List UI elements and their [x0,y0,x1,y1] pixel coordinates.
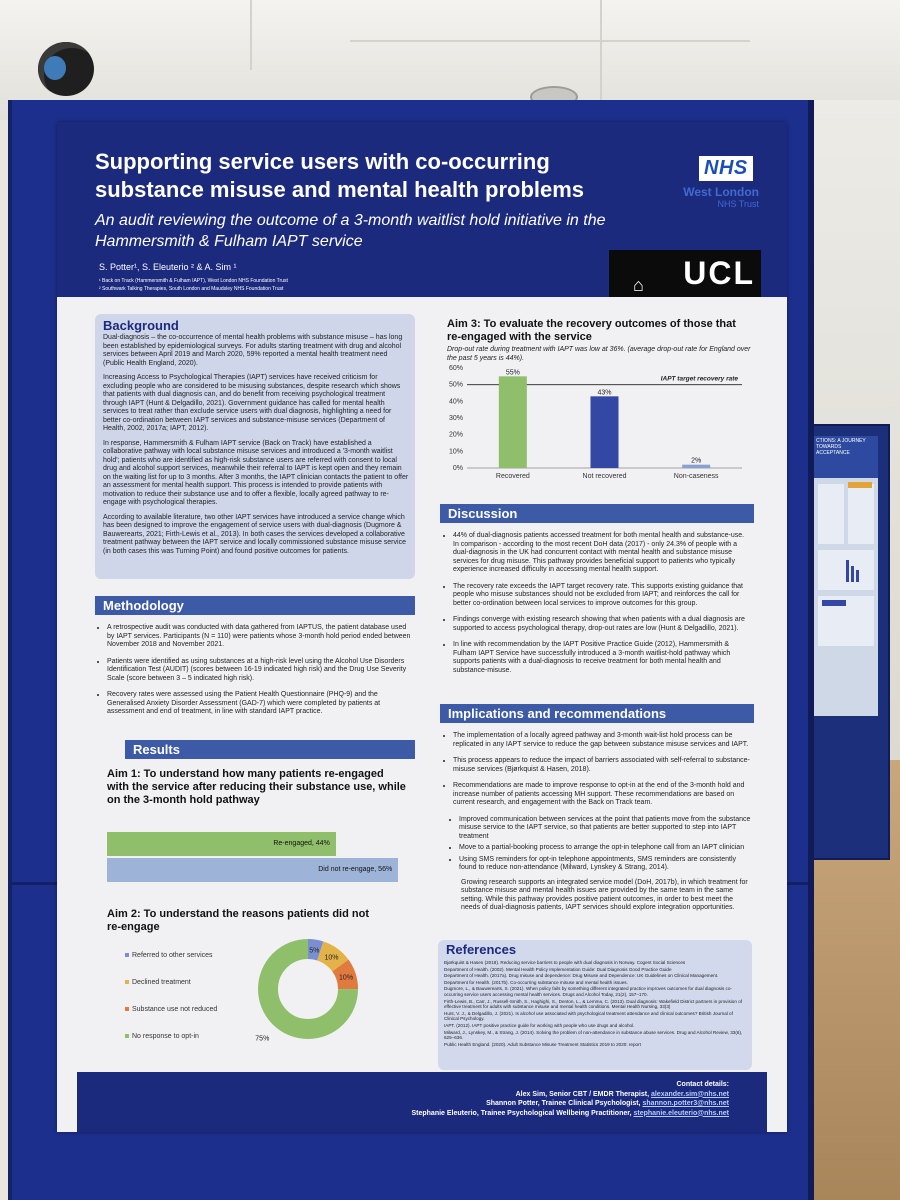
x-tick-label: Not recovered [582,473,627,480]
aim2-title: Aim 2: To understand the reasons patients did not re-engage [107,908,369,933]
reference-item: Department for Health. (2017b). Co-occurring substance misuse and mental health issues. [444,979,628,985]
bar-not-recovered [591,396,619,468]
legend-substance: Substance use not reduced [125,1006,217,1013]
bar-data-label: 55% [505,369,520,377]
bar-non-caseness [682,465,710,468]
discussion-text: • 44% of dual-diagnosis patients accessed treatment for both mental health and substance-use. In comparison - according to the most recent DoH data (2017) - only 24.3% of people with a dual-diagnosis in the UK had concurrent contact with mental health and substance misuse services for drug misuse. This pathway provides beneficial support to patients who typically experience increased difficulty in accessing mental health support. • The recovery rate exceeds the IAPT target recovery rate. This supports existing guidance that people who misuse substances should not be excluded from IAPT; and reinforces the call for better co-ordination between local services to improve outcomes for this group. • Findings converge with existing research showing that when patients with a dual diagnosis are supported to access psychological therapy, drop-out rates are low (Hunt & Delgadillo, 2021). • In line with recommendation by the IAPT Positive Practice Guide (2012), Hammersmith & Fulham IAPT Service have successfully introduced a 3-month waitlist-hold pathway which supports patients with a dual-diagnosis to receive treatment for both mental health and substance-misuse. [443,532,751,683]
references-heading: References [446,942,517,957]
x-tick-label: Recovered [495,473,530,480]
reference-item: Hunt, V. J., & Delgadillo, J. (2021). Is alcohol use associated with psychological treatment attendance and clinical outcomes? British Journal of Clinical Psychology. [444,1010,733,1022]
poster-subtitle: An audit reviewing the outcome of a 3-month waitlist hold initiative in the Hammersmith & Fulham IAPT service [95,212,606,250]
aim2-donut-chart [253,934,363,1044]
y-tick-label: 20% [448,431,463,439]
y-tick-label: 60% [448,365,463,372]
ucl-logo: ⌂ UCL [609,250,761,297]
reference-item: IAPT. (2012). IAPT positive practice guide for working with people who use drugs and alcohol. [444,1022,635,1028]
email-link-eleuterio[interactable]: stephanie.eleuterio@nhs.net [633,1109,729,1117]
email-link-potter[interactable]: shannon.potter3@nhs.net [642,1100,729,1107]
bar-re-engaged: Re-engaged, 44% [107,832,336,856]
side-poster-content [814,480,878,710]
x-tick-label: Non-caseness [673,473,719,480]
y-tick-label: 30% [448,415,463,422]
donut-label: 10% [324,954,339,962]
authors: S. Potter¹, S. Eleuterio ² & A. Sim ¹ [99,262,237,272]
poster-title: Supporting service users with co-occurring substance misuse and mental health problems [95,149,585,202]
references-list [444,960,744,1048]
legend-no-response: No response to opt-in [125,1033,199,1040]
reference-item: Milward, J., Lynskey, M., & Strang, J. (2014). Solving the problem of non-attendance in substance abuse services. Drug and Alcohol Review, 33(6), 625–636. [444,1029,743,1041]
ucl-dome-icon: ⌂ [633,275,644,295]
side-poster [814,436,878,716]
y-tick-label: 50% [448,381,463,389]
email-link-sim[interactable]: alexander.sim@nhs.net [650,1090,729,1098]
poster-header [57,122,787,297]
y-tick-label: 40% [448,398,463,406]
y-tick-label: 0% [452,465,463,472]
background-text: Dual-diagnosis – the co-occurrence of mental health problems with substance misuse – has long been established by epidemiological surveys. For adults starting treatment with drug and alcohol services between April 2019 and March 2020, 59% reported a mental health treatment need (Public Health England, 2020). Increasing Access to Psychological Therapies (IAPT) services have received criticism for excluding people who are considered to be misusing substances, despite research which shows that patients with dual diagnosis can, and do benefit from receiving psychological treatment through IAPT (Hunt & Delgadillo, 2021). Government guidance has called for mental health services to treat rather than exclude service users with dual diagnosis, highlighting a need for better co-ordination between IAPT services and substance-misuse services (Department of Health, 2002, 2017a; IAPT, 2012). In response, Hammersmith & Fulham IAPT service (Back on Track) have established a collaborative pathway with local substance misuse services and introduced a '3-month waitlist hold'; patients who are identified as high-risk substance users are referred with consent to local drug and alcohol support services, meanwhile their referral to IAPT is kept open and they remain on the waiting list for up to 3 months. After 3 months, the IAPT clinician contacts the patient to offer an assessment for mental health support. This process is intended to provide patients with motivation to reduce their substance use and to offer a flexible, locally agreed pathway to re-engage with psychological therapies. According to available literature, two other IAPT services have introduced a service change which has been designed to improve the engagement of service users with dual-diagnosis (Dugmore & Bauwerearts, 2021; Firth-Lewis et al., 2013). In both cases the services developed a collaborative treatment pathway between the IAPT service and locally commissioned substance misuse service (in both cases this was Turning Point) and found positive outcomes for patients. [103,334,409,555]
background-heading: Background [103,318,179,333]
reference-item: Firth-Lewis, B., Carr, J., Russell-Smith, S., Haghighi, S., Denton, L., & Lemma, C. (2013). Dual diagnosis: Wakefield District partners in provision of effective treatment for adults with substance misuse and mental health conditions. Mental Health Nursing, 33(3) [444,998,743,1010]
reference-item: Department of Health. (2002). Mental Health Policy Implementation Guide: Dual Diagnosis Good Practice Guide [444,966,672,972]
poster-footer [77,1072,767,1132]
bar-data-label: 43% [597,389,612,397]
discussion-heading: Discussion [440,504,754,523]
legend-declined: Declined treatment [125,979,191,986]
affiliation-2: ² Southwark Talking Therapies, South London and Maudsley NHS Foundation Trust [99,286,284,292]
aim3-note: Drop-out rate during treatment with IAPT was low at 36%. (average drop-out rate for England over the past 5 years is 44%). [447,346,751,362]
side-poster-title: CTIONS: A JOURNEY TOWARDS ACCEPTANCE [814,436,878,478]
aim3-bar-chart [437,364,752,489]
bar-did-not-re-engage: Did not re-engage, 56% [107,858,398,882]
nhs-trust-name: West London NHS Trust [683,185,759,209]
results-heading: Results [125,740,415,759]
reference-item: Department of Health. (2017a). Drug misuse and dependence: Drug Misuse and Dependence: UK Guidelines on Clinical Management. [444,973,719,979]
target-line-label: IAPT target recovery rate [660,375,738,383]
reference-item: Public Health England. (2020). Adult Substance Misuse Treatment Statistics 2019 to 2020: report [444,1041,641,1047]
aim1-title: Aim 1: To understand how many patients re-engaged with the service after reducing their substance use, while on the 3-month hold pathway [107,768,406,806]
affiliation-1: ¹ Back on Track (Hammersmith & Fulham IAPT), West London NHS Foundation Trust [99,278,288,284]
bar-data-label: 2% [691,457,702,465]
donut-label: 10% [339,974,354,982]
y-tick-label: 10% [448,448,463,456]
aim3-title: Aim 3: To evaluate the recovery outcomes of those that re-engaged with the service [447,318,736,343]
side-poster-board [808,424,890,860]
methodology-heading: Methodology [95,596,415,615]
methodology-text: • A retrospective audit was conducted with data gathered from IAPTUS, the patient database used by IAPT services. Participants (N = 110) were patients whose 3-month hold period ended between November 2018 and November 2021. • Patients were identified as using substances at a high-risk level using the Alcohol Use Disorders Identification Test (AUDIT) (scores between 16-19 indicated high risk) and the Drug Use Severity Scale (score between 3 – 5 indicated high risk). • Recovery rates were assessed using the Patient Health Questionnaire (PHQ-9) and the Generalised Anxiety Disorder Assessment (GAD-7) which were completed by patients at assessment and end of treatment, in line with standard IAPT practice. [97,624,413,725]
reference-item: Dugmore, L., & Bauwerearts, S. (2021). When policy fails by something different integrated practice improves outcomes for dual diagnosis co-occurring service users accessing mental health services. Drugs and Alcohol Today, 21(2), 157–170. [444,986,732,997]
ceiling-lamp [38,42,94,96]
poster [57,122,787,1132]
legend-referred: Referred to other services [125,952,213,959]
contact-details: Contact details: Alex Sim, Senior CBT / EMDR Therapist, alexander.sim@nhs.net Shannon Potter, Trainee Clinical Psychologist, shannon.potter3@nhs.net Stephanie Eleuterio, Trainee Psychological Wellbeing Practitioner, stephanie.eleuterio@nhs.net [411,1081,729,1117]
nhs-logo: NHS [699,156,753,181]
donut-label: 75% [255,1035,270,1043]
bar-recovered [499,376,527,468]
implications-text: • The implementation of a locally agreed pathway and 3-month wait-list hold process can be replicated in any IAPT service to reduce the gap between substance misuse services and IAPT. • This process appears to reduce the impact of barriers associated with self-referral to substance-misuse services (Bjørkquist & Hasen, 2018). • Recommendations are made to improve response to opt-in at the end of the 3-month hold and increase number of patients accessing MH support. These recommendations are based on current research, and engagement with the Back on Track team. • Improved communication between services at the point that patients move from the substance misuse service to the IAPT service, so that patients are better supported to step into IAPT treatment • Move to a partial-booking process to arrange the opt-in telephone call from an IAPT clinician • Using SMS reminders for opt-in telephone appointments, SMS reminders are consistently found to reduce non-attendance (Milward, Lynskey & Strang, 2014). Growing research supports an integrated service model (DoH, 2017b), in which treatment for substance misuse and mental health issues are provided by the same team in the same setting. While this pathway provides positive patient outcomes, in order to best meet the needs of dual-diagnosis patients, IAPT services should explore integration opportunities. [443,732,751,913]
donut-label: 5% [309,947,320,955]
implications-heading: Implications and recommendations [440,704,754,723]
reference-item: Bjørkquist & Hasen (2018). Reducing service barriers to people with dual diagnosis in Norway. Cogent Social Sciences [444,960,686,965]
